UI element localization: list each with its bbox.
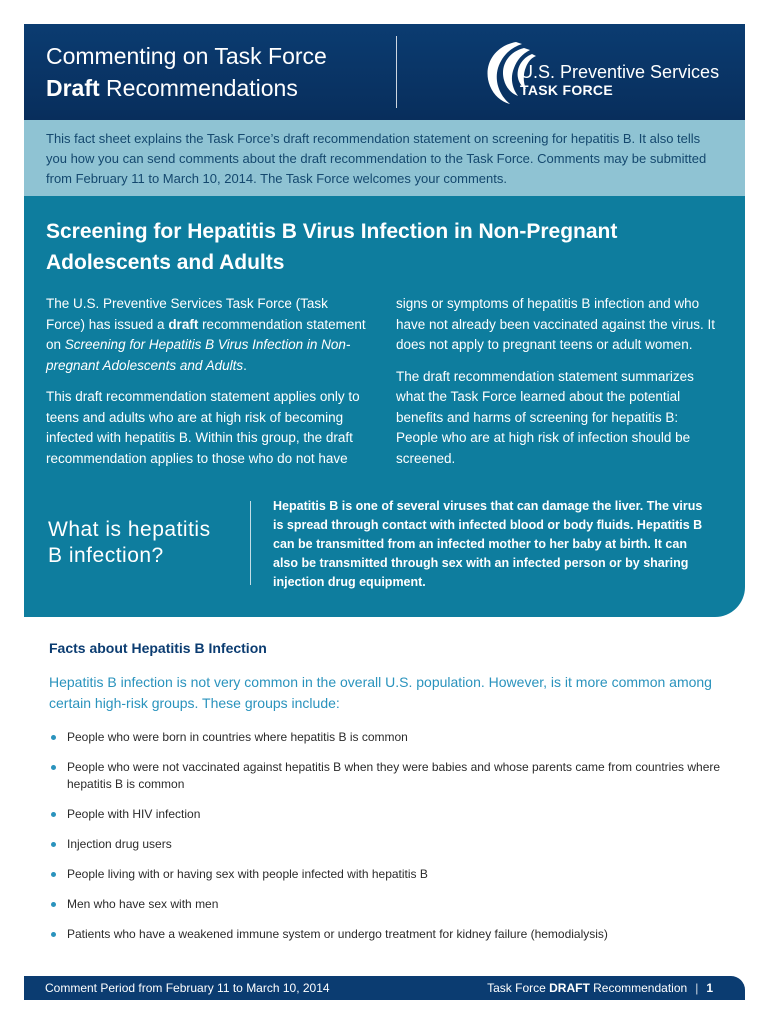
footer-separator: | — [695, 981, 699, 995]
intro-band — [24, 120, 745, 196]
facts-title: Facts about Hepatitis B Infection — [49, 640, 267, 656]
facts-list — [49, 729, 729, 956]
facts-lead: Hepatitis B infection is not very common in the overall U.S. population. However, is it more common among certain high-risk groups. These groups include: — [49, 674, 712, 711]
p1-text-c: recommendation statement on — [46, 316, 366, 352]
what-is-title-line2: B infection? — [48, 544, 164, 567]
footer-comment-period: Comment Period from February 11 to March 10, 2014 — [45, 981, 330, 995]
what-is-title — [48, 517, 211, 569]
page-header — [24, 24, 745, 120]
header-title — [46, 40, 327, 104]
footer-right-a: Task Force — [487, 981, 550, 995]
header-title-line2 — [46, 72, 327, 104]
p1-draft-bold: draft — [168, 316, 199, 332]
what-is-divider — [250, 501, 251, 585]
list-item: Patients who have a weakened immune system or undergo treatment for kidney failure (hemodialysis) — [49, 926, 729, 943]
right-column — [396, 294, 718, 480]
list-item: Men who have sex with men — [49, 896, 729, 913]
list-item: People with HIV infection — [49, 806, 729, 823]
header-title-line1: Commenting on Task Force — [46, 43, 327, 69]
main-heading: Screening for Hepatitis B Virus Infection in Non-Pregnant Adolescents and Adults — [46, 220, 618, 274]
paragraph-4: The draft recommendation statement summarizes what the Task Force learned about the potential benefits and harms of screening for hepatitis B: People who are at high risk of infection should be screened. — [396, 368, 694, 466]
paragraph-1 — [46, 294, 368, 376]
list-item: People living with or having sex with people infected with hepatitis B — [49, 866, 729, 883]
logo-text — [520, 62, 719, 98]
logo-line2: TASK FORCE — [520, 82, 613, 98]
header-title-bold: Draft — [46, 75, 100, 101]
what-is-body: Hepatitis B is one of several viruses that can damage the liver. The virus is spread through contact with infected blood or body fluids. Hepatitis B can be transmitted from an infected mother to her baby at birth. It can also be transmitted through sex with an infected person or by sharing injection drug equipment. — [273, 499, 703, 589]
p1-text-e: . — [243, 357, 247, 373]
page-number: 1 — [706, 981, 713, 995]
left-column — [46, 294, 368, 480]
list-item: People who were not vaccinated against hepatitis B when they were babies and whose parents came from countries where hepatitis B is common — [49, 759, 729, 793]
list-item: Injection drug users — [49, 836, 729, 853]
main-panel — [24, 196, 745, 617]
logo-line1: U.S. Preventive Services — [520, 62, 720, 82]
list-item: People who were born in countries where hepatitis B is common — [49, 729, 729, 746]
paragraph-3: signs or symptoms of hepatitis B infection and who have not already been vaccinated against the virus. It does not apply to pregnant teens or adult women. — [396, 296, 715, 352]
footer-right — [487, 981, 713, 995]
paragraph-2: This draft recommendation statement applies only to teens and adults who are at high risk of becoming infected with hepatitis B. Within this group, the draft recommendation applies to those who do not have — [46, 389, 360, 466]
page-footer — [24, 976, 745, 1000]
footer-right-draft: DRAFT — [549, 981, 590, 995]
header-title-rest: Recommendations — [99, 75, 298, 101]
p1-text-a: The U.S. Preventive Services Task Force (Task Force) has issued a — [46, 296, 328, 332]
p1-title-italic: Screening for Hepatitis B Virus Infection in Non-pregnant Adolescents and Adults — [46, 337, 351, 373]
footer-right-c: Recommendation — [589, 981, 688, 995]
what-is-title-line1: What is hepatitis — [48, 518, 211, 541]
header-divider — [396, 36, 397, 108]
intro-text: This fact sheet explains the Task Force’s draft recommendation statement on screening for hepatitis B. It also tells you how you can send comments about the draft recommendation to the Task Force. Comments may be submitted from February 11 to March 10, 2014. The Task Force welcomes your comments. — [46, 131, 707, 186]
